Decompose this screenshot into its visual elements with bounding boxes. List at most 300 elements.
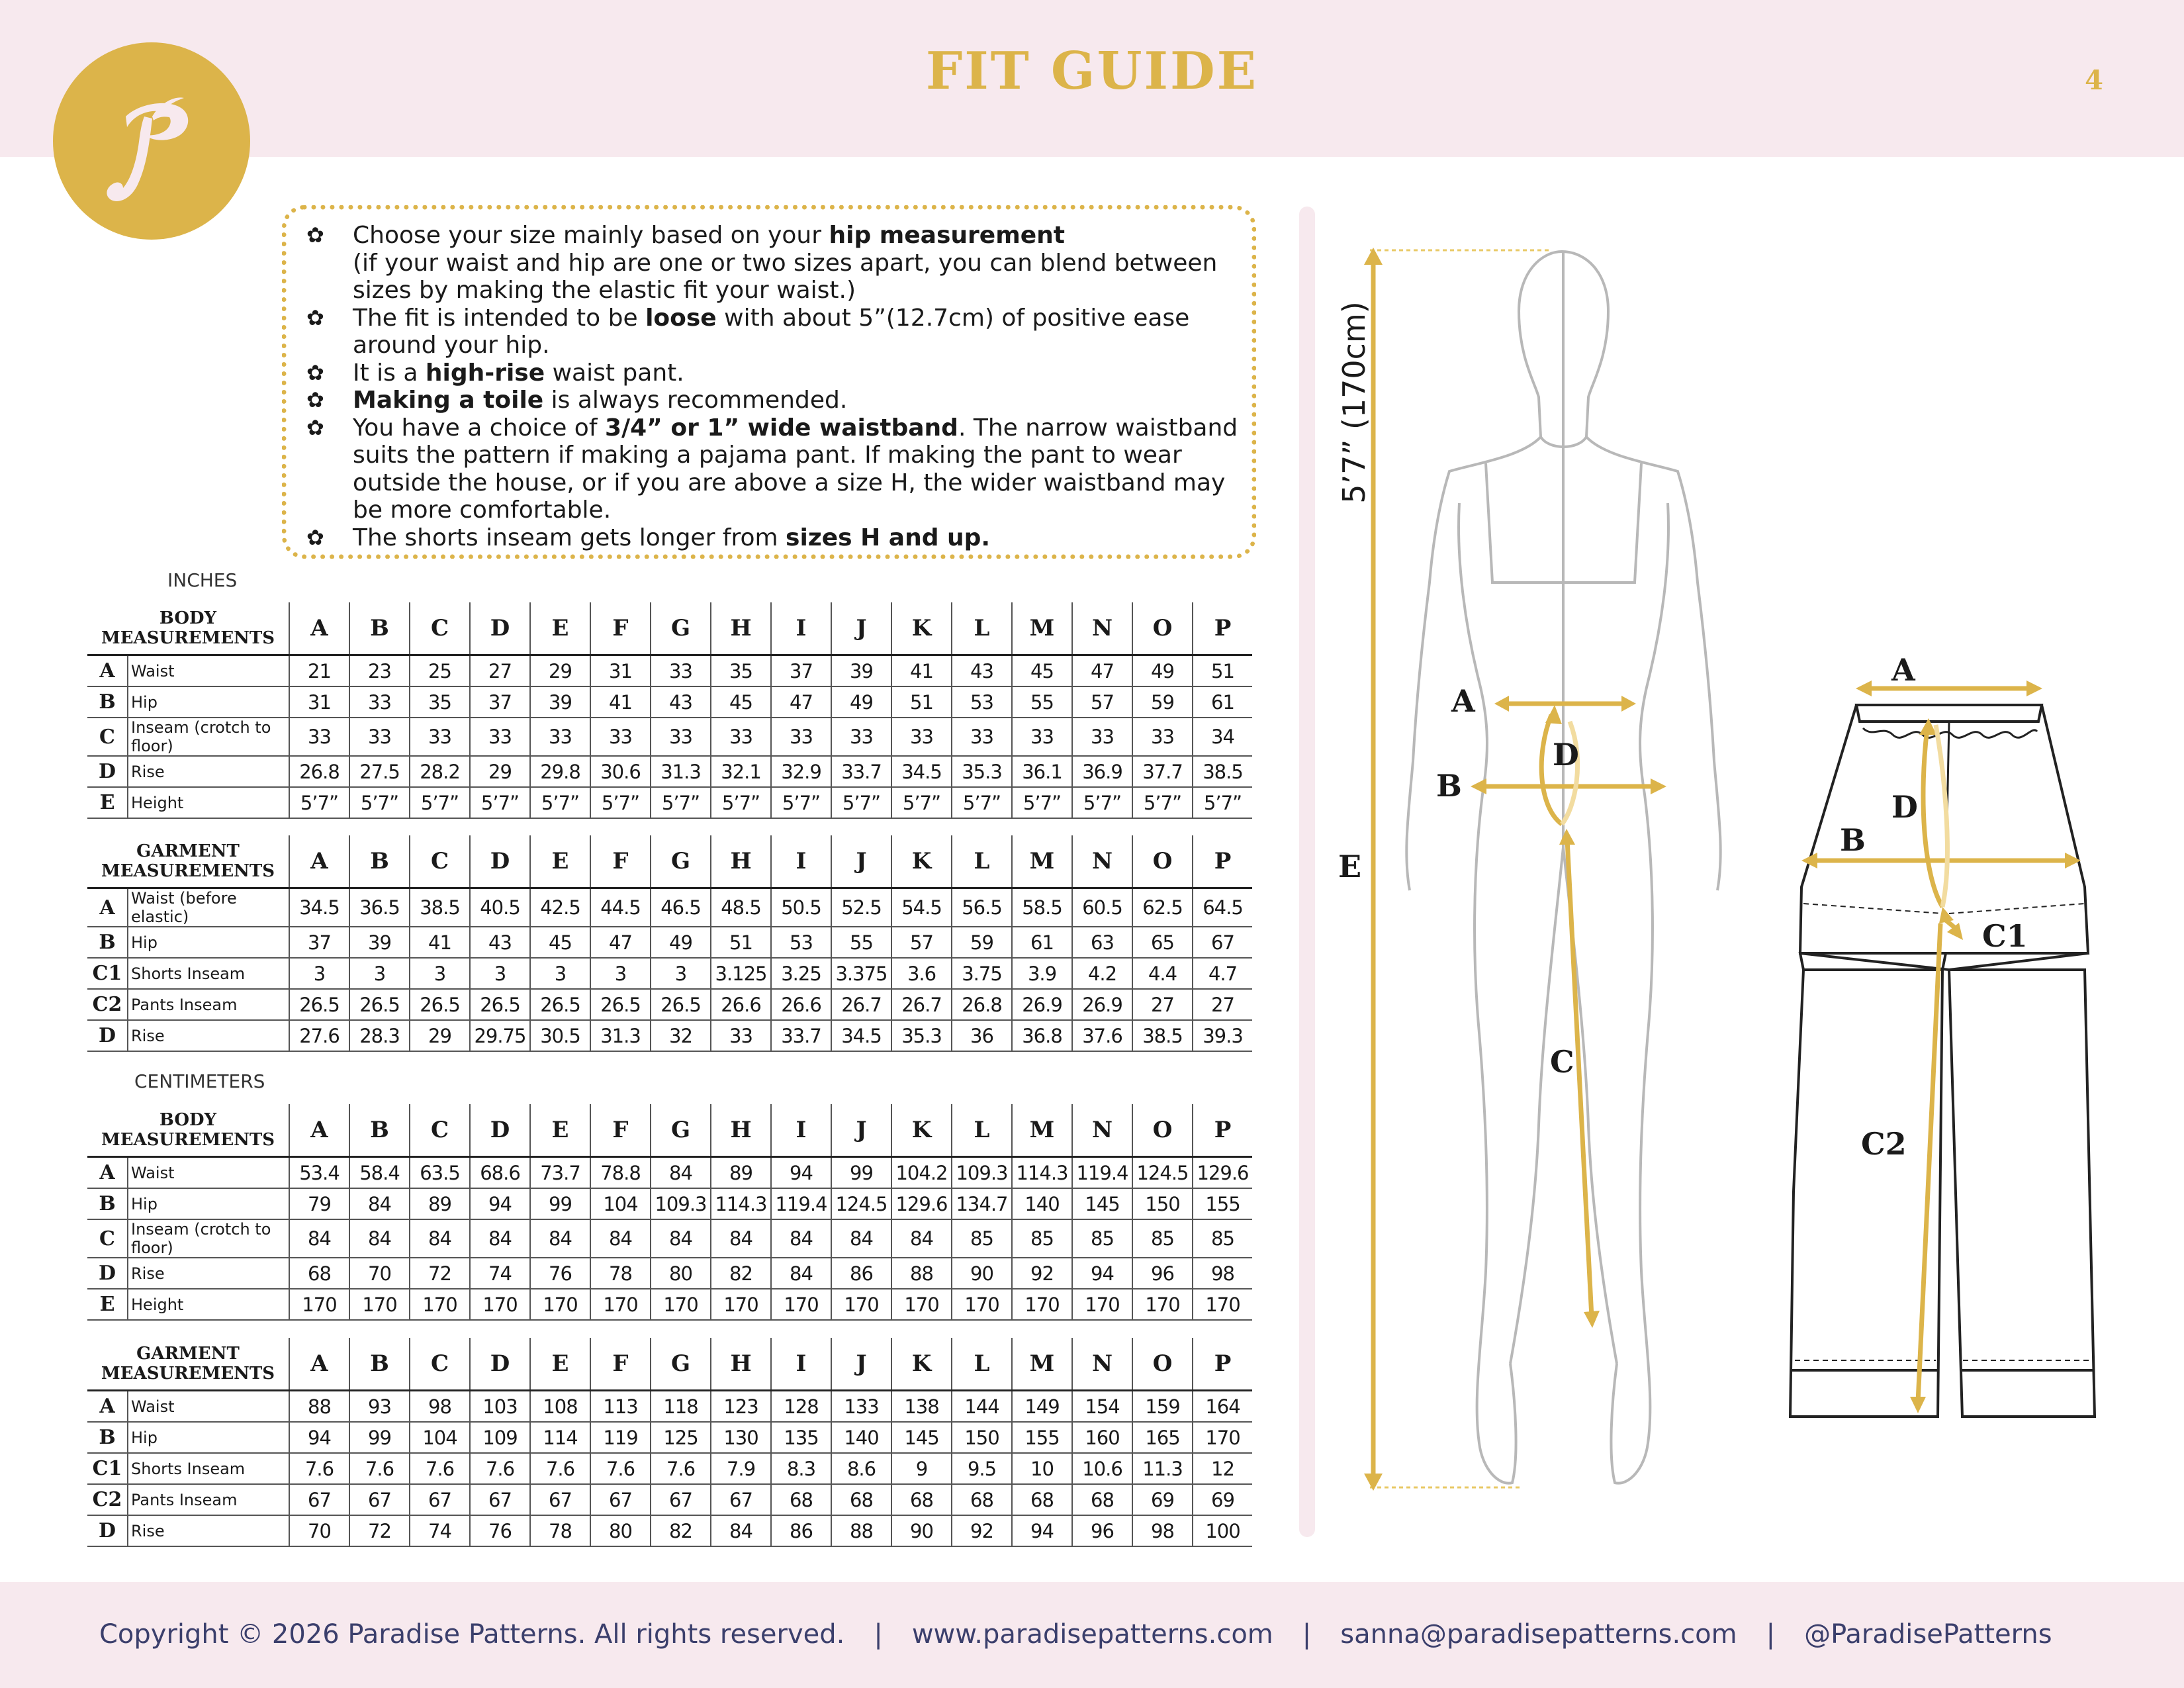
size-header: L xyxy=(952,1338,1012,1391)
table-cell: 4.7 xyxy=(1193,958,1252,989)
table-cell: 47 xyxy=(771,686,831,718)
measurement-label: Rise xyxy=(128,1020,289,1051)
size-header: I xyxy=(771,602,831,655)
measurement-key: C xyxy=(87,1219,128,1258)
table-heading: GARMENT MEASUREMENTS xyxy=(87,1338,289,1391)
tip-emphasis: 3/4” or 1” wide waistband xyxy=(604,414,958,442)
size-header: F xyxy=(590,602,651,655)
table-cell: 5’7” xyxy=(530,787,590,818)
table-cell: 67 xyxy=(590,1484,651,1515)
table-cell: 5’7” xyxy=(891,787,952,818)
table-cell: 9 xyxy=(891,1453,952,1484)
table-cell: 45 xyxy=(1012,655,1072,687)
table-cell: 170 xyxy=(1193,1422,1252,1453)
table-cell: 140 xyxy=(831,1422,891,1453)
table-cell: 69 xyxy=(1193,1484,1252,1515)
table-cell: 144 xyxy=(952,1391,1012,1423)
tip-emphasis: hip measurement xyxy=(829,222,1065,249)
table-cell: 149 xyxy=(1012,1391,1072,1423)
table-cell: 3.6 xyxy=(891,958,952,989)
table-cell: 27.6 xyxy=(289,1020,349,1051)
size-header: G xyxy=(651,1338,711,1391)
table-cell: 51 xyxy=(1193,655,1252,687)
table-cell: 68 xyxy=(289,1258,349,1289)
table-cell: 33.7 xyxy=(771,1020,831,1051)
table-cell: 60.5 xyxy=(1072,888,1132,927)
table-cell: 7.6 xyxy=(289,1453,349,1484)
measurement-key: B xyxy=(87,927,128,958)
table-cell: 30.5 xyxy=(530,1020,590,1051)
table-cell: 54.5 xyxy=(891,888,952,927)
size-header: A xyxy=(289,1104,349,1157)
size-header: D xyxy=(470,1338,530,1391)
size-header: J xyxy=(831,835,891,888)
table-cell: 3.75 xyxy=(952,958,1012,989)
measurement-key: C1 xyxy=(87,958,128,989)
table-cell: 3 xyxy=(410,958,470,989)
table-cell: 37 xyxy=(470,686,530,718)
table-cell: 39 xyxy=(530,686,590,718)
centimeters-label: CENTIMETERS xyxy=(134,1070,265,1092)
measurement-key: B xyxy=(87,686,128,718)
table-cell: 3 xyxy=(530,958,590,989)
table-cell: 89 xyxy=(410,1188,470,1219)
table-cell: 84 xyxy=(651,1157,711,1189)
table-cell: 49 xyxy=(1132,655,1193,687)
table-cell: 5’7” xyxy=(289,787,349,818)
measurement-label: Waist xyxy=(128,1391,289,1423)
table-cell: 7.9 xyxy=(711,1453,771,1484)
size-header: N xyxy=(1072,602,1132,655)
table-cell: 64.5 xyxy=(1193,888,1252,927)
table-cell: 33 xyxy=(1012,718,1072,756)
table-cell: 84 xyxy=(349,1188,410,1219)
table-cell: 70 xyxy=(349,1258,410,1289)
measurement-key: B xyxy=(87,1422,128,1453)
table-cell: 35.3 xyxy=(952,756,1012,787)
table-cell: 46.5 xyxy=(651,888,711,927)
table-cell: 33 xyxy=(711,718,771,756)
table-cell: 82 xyxy=(651,1515,711,1546)
table-cell: 58.4 xyxy=(349,1157,410,1189)
table-cell: 170 xyxy=(470,1289,530,1320)
table-cell: 138 xyxy=(891,1391,952,1423)
table-cell: 84 xyxy=(771,1219,831,1258)
table-cell: 26.6 xyxy=(711,989,771,1020)
table-cell: 26.6 xyxy=(771,989,831,1020)
table-cell: 35 xyxy=(711,655,771,687)
table-cell: 67 xyxy=(651,1484,711,1515)
size-header: H xyxy=(711,1338,771,1391)
measurement-label: Shorts Inseam xyxy=(128,958,289,989)
table-cell: 47 xyxy=(1072,655,1132,687)
table-cell: 59 xyxy=(952,927,1012,958)
size-header: J xyxy=(831,1104,891,1157)
table-cell: 27.5 xyxy=(349,756,410,787)
table-cell: 4.2 xyxy=(1072,958,1132,989)
table-cell: 145 xyxy=(1072,1188,1132,1219)
table-cell: 26.5 xyxy=(651,989,711,1020)
table-cell: 85 xyxy=(952,1219,1012,1258)
size-header: J xyxy=(831,1338,891,1391)
table-cell: 5’7” xyxy=(952,787,1012,818)
table-cell: 31 xyxy=(289,686,349,718)
label-d-body: D xyxy=(1553,737,1579,773)
label-b-body: B xyxy=(1436,768,1462,804)
table-cell: 37 xyxy=(771,655,831,687)
measurement-label: Hip xyxy=(128,1422,289,1453)
table-cell: 38.5 xyxy=(1193,756,1252,787)
table-cell: 67 xyxy=(1193,927,1252,958)
table-cell: 5’7” xyxy=(1193,787,1252,818)
table-cell: 99 xyxy=(349,1422,410,1453)
flower-bullet-icon: ✿ xyxy=(306,387,324,412)
table-cell: 145 xyxy=(891,1422,952,1453)
table-cell: 84 xyxy=(590,1219,651,1258)
table-cell: 67 xyxy=(349,1484,410,1515)
table-cell: 12 xyxy=(1193,1453,1252,1484)
table-cell: 82 xyxy=(711,1258,771,1289)
table-cell: 3 xyxy=(590,958,651,989)
table-cell: 3.9 xyxy=(1012,958,1072,989)
table-cell: 84 xyxy=(410,1219,470,1258)
table-cell: 62.5 xyxy=(1132,888,1193,927)
table-cell: 170 xyxy=(831,1289,891,1320)
table-cell: 3.375 xyxy=(831,958,891,989)
table-cell: 34 xyxy=(1193,718,1252,756)
table-cell: 3.125 xyxy=(711,958,771,989)
height-label: 5’7” (170cm) xyxy=(1336,301,1372,504)
table-cell: 98 xyxy=(1132,1515,1193,1546)
table-cell: 98 xyxy=(410,1391,470,1423)
table-cell: 26.5 xyxy=(289,989,349,1020)
table-cell: 39 xyxy=(831,655,891,687)
table-cell: 36.1 xyxy=(1012,756,1072,787)
table-cell: 34.5 xyxy=(831,1020,891,1051)
size-header: O xyxy=(1132,602,1193,655)
table-cell: 104.2 xyxy=(891,1157,952,1189)
page-title: FIT GUIDE xyxy=(925,41,1259,101)
footer-email-link[interactable]: sanna@paradisepatterns.com xyxy=(1340,1619,1737,1650)
table-cell: 33 xyxy=(410,718,470,756)
table-cell: 51 xyxy=(711,927,771,958)
table-cell: 170 xyxy=(651,1289,711,1320)
tip-text: is always recommended. xyxy=(543,387,848,414)
tip-text: The shorts inseam gets longer from xyxy=(353,524,786,551)
table-cell: 36.9 xyxy=(1072,756,1132,787)
table-cell: 170 xyxy=(952,1289,1012,1320)
table-cell: 84 xyxy=(711,1219,771,1258)
table-cell: 33 xyxy=(952,718,1012,756)
label-b-pants: B xyxy=(1840,822,1866,858)
table-cell: 99 xyxy=(530,1188,590,1219)
table-cell: 80 xyxy=(590,1515,651,1546)
table-cell: 43 xyxy=(651,686,711,718)
measurement-key: C2 xyxy=(87,1484,128,1515)
measurement-label: Hip xyxy=(128,686,289,718)
table-cell: 72 xyxy=(349,1515,410,1546)
table-cell: 68 xyxy=(771,1484,831,1515)
footer-website-link[interactable]: www.paradisepatterns.com xyxy=(911,1619,1273,1650)
measurement-key: D xyxy=(87,1020,128,1051)
table-cell: 94 xyxy=(289,1422,349,1453)
table-cell: 94 xyxy=(771,1157,831,1189)
table-cell: 25 xyxy=(410,655,470,687)
size-header: E xyxy=(530,602,590,655)
table-cell: 68 xyxy=(1072,1484,1132,1515)
table-cell: 133 xyxy=(831,1391,891,1423)
table-cell: 33 xyxy=(349,686,410,718)
table-cell: 8.6 xyxy=(831,1453,891,1484)
table-cell: 26.5 xyxy=(410,989,470,1020)
table-cell: 89 xyxy=(711,1157,771,1189)
table-cell: 40.5 xyxy=(470,888,530,927)
table-cell: 134.7 xyxy=(952,1188,1012,1219)
table-cell: 5’7” xyxy=(590,787,651,818)
table-cell: 90 xyxy=(891,1515,952,1546)
table-cell: 55 xyxy=(831,927,891,958)
table-cell: 3 xyxy=(289,958,349,989)
table-cell: 34.5 xyxy=(891,756,952,787)
size-header: M xyxy=(1012,1104,1072,1157)
table-cell: 8.3 xyxy=(771,1453,831,1484)
size-header: M xyxy=(1012,1338,1072,1391)
size-header: L xyxy=(952,1104,1012,1157)
table-cell: 68 xyxy=(831,1484,891,1515)
size-header: N xyxy=(1072,1104,1132,1157)
measurement-key: C xyxy=(87,718,128,756)
table-cell: 80 xyxy=(651,1258,711,1289)
table-cell: 5’7” xyxy=(1012,787,1072,818)
pants-flat xyxy=(1790,705,2095,1417)
table-cell: 150 xyxy=(952,1422,1012,1453)
size-header: B xyxy=(349,602,410,655)
table-cell: 5’7” xyxy=(651,787,711,818)
label-c-body: C xyxy=(1550,1044,1574,1080)
table-cell: 170 xyxy=(530,1289,590,1320)
table-cell: 28.3 xyxy=(349,1020,410,1051)
table-cell: 57 xyxy=(891,927,952,958)
table-cell: 94 xyxy=(1012,1515,1072,1546)
body-measure-arrows xyxy=(1471,696,1666,1328)
size-header: L xyxy=(952,835,1012,888)
table-cell: 11.3 xyxy=(1132,1453,1193,1484)
table-cell: 84 xyxy=(831,1219,891,1258)
table-cell: 68.6 xyxy=(470,1157,530,1189)
table-cell: 86 xyxy=(771,1515,831,1546)
table-cell: 29.8 xyxy=(530,756,590,787)
table-cell: 37 xyxy=(289,927,349,958)
table-cell: 5’7” xyxy=(349,787,410,818)
table-cell: 37.7 xyxy=(1132,756,1193,787)
table-cell: 94 xyxy=(1072,1258,1132,1289)
flower-bullet-icon: ✿ xyxy=(306,359,324,385)
size-header: C xyxy=(410,1338,470,1391)
size-header: I xyxy=(771,1338,831,1391)
table-cell: 170 xyxy=(711,1289,771,1320)
table-cell: 93 xyxy=(349,1391,410,1423)
table-cell: 129.6 xyxy=(1193,1157,1252,1189)
table-cell: 85 xyxy=(1132,1219,1193,1258)
table-cell: 41 xyxy=(410,927,470,958)
table-cell: 68 xyxy=(891,1484,952,1515)
measurement-label: Inseam (crotch to floor) xyxy=(128,718,289,756)
table-cell: 26.5 xyxy=(349,989,410,1020)
table-cell: 7.6 xyxy=(349,1453,410,1484)
table-cell: 7.6 xyxy=(590,1453,651,1484)
table-cell: 59 xyxy=(1132,686,1193,718)
size-header: K xyxy=(891,1104,952,1157)
size-header: I xyxy=(771,1104,831,1157)
tip-text: Choose your size mainly based on your xyxy=(353,222,829,249)
table-cell: 170 xyxy=(1132,1289,1193,1320)
measurement-label: Waist xyxy=(128,655,289,687)
table-cell: 170 xyxy=(410,1289,470,1320)
table-heading: GARMENT MEASUREMENTS xyxy=(87,835,289,888)
table-cell: 63.5 xyxy=(410,1157,470,1189)
table-cell: 53 xyxy=(771,927,831,958)
table-cell: 100 xyxy=(1193,1515,1252,1546)
size-header: H xyxy=(711,835,771,888)
footer-separator: | xyxy=(1766,1619,1776,1650)
table-cell: 5’7” xyxy=(771,787,831,818)
table-cell: 88 xyxy=(831,1515,891,1546)
table-cell: 114 xyxy=(530,1422,590,1453)
table-heading: BODY MEASUREMENTS xyxy=(87,1104,289,1157)
table-cell: 63 xyxy=(1072,927,1132,958)
tip-text: You have a choice of xyxy=(353,414,605,442)
table-cell: 39 xyxy=(349,927,410,958)
table-cell: 45 xyxy=(530,927,590,958)
measurement-label: Rise xyxy=(128,1258,289,1289)
measurement-label: Hip xyxy=(128,927,289,958)
measurement-key: D xyxy=(87,1515,128,1546)
table-cell: 53 xyxy=(952,686,1012,718)
table-cell: 26.5 xyxy=(590,989,651,1020)
table-cell: 67 xyxy=(711,1484,771,1515)
table-cell: 53.4 xyxy=(289,1157,349,1189)
tip-text: It is a xyxy=(353,359,426,387)
table-cell: 49 xyxy=(831,686,891,718)
table-cell: 49 xyxy=(651,927,711,958)
table-cell: 3.25 xyxy=(771,958,831,989)
measurement-key: C1 xyxy=(87,1453,128,1484)
table-cell: 128 xyxy=(771,1391,831,1423)
size-header: E xyxy=(530,1338,590,1391)
table-cell: 9.5 xyxy=(952,1453,1012,1484)
label-c1-pants: C1 xyxy=(1982,918,2028,954)
table-cell: 5’7” xyxy=(831,787,891,818)
table-cell: 73.7 xyxy=(530,1157,590,1189)
table-cell: 21 xyxy=(289,655,349,687)
table-cell: 114.3 xyxy=(1012,1157,1072,1189)
measurement-key: A xyxy=(87,1157,128,1189)
table-cell: 164 xyxy=(1193,1391,1252,1423)
size-header: F xyxy=(590,835,651,888)
table-cell: 33 xyxy=(771,718,831,756)
table-cell: 70 xyxy=(289,1515,349,1546)
table-cell: 140 xyxy=(1012,1188,1072,1219)
size-header: F xyxy=(590,1104,651,1157)
table-cell: 84 xyxy=(470,1219,530,1258)
table-cell: 119.4 xyxy=(771,1188,831,1219)
measurement-key: B xyxy=(87,1188,128,1219)
table-cell: 32 xyxy=(651,1020,711,1051)
measurement-key: C2 xyxy=(87,989,128,1020)
table-cell: 170 xyxy=(590,1289,651,1320)
table-cell: 27 xyxy=(470,655,530,687)
measurement-key: A xyxy=(87,1391,128,1423)
table-cell: 3 xyxy=(349,958,410,989)
table-cell: 86 xyxy=(831,1258,891,1289)
table-cell: 79 xyxy=(289,1188,349,1219)
size-header: N xyxy=(1072,1338,1132,1391)
table-cell: 51 xyxy=(891,686,952,718)
table-cell: 84 xyxy=(771,1258,831,1289)
size-header: G xyxy=(651,602,711,655)
flower-bullet-icon: ✿ xyxy=(306,414,324,440)
table-cell: 33 xyxy=(651,718,711,756)
table-cell: 67 xyxy=(410,1484,470,1515)
table-cell: 92 xyxy=(1012,1258,1072,1289)
size-header: K xyxy=(891,1338,952,1391)
table-cell: 125 xyxy=(651,1422,711,1453)
table-cell: 119.4 xyxy=(1072,1157,1132,1189)
measurement-label: Rise xyxy=(128,1515,289,1546)
measurement-label: Inseam (crotch to floor) xyxy=(128,1219,289,1258)
table-cell: 129.6 xyxy=(891,1188,952,1219)
table-cell: 55 xyxy=(1012,686,1072,718)
size-header: D xyxy=(470,602,530,655)
table-heading: BODY MEASUREMENTS xyxy=(87,602,289,655)
size-header: E xyxy=(530,835,590,888)
table-cell: 58.5 xyxy=(1012,888,1072,927)
size-header: C xyxy=(410,835,470,888)
table-cell: 99 xyxy=(831,1157,891,1189)
table-cell: 159 xyxy=(1132,1391,1193,1423)
table-cell: 33 xyxy=(651,655,711,687)
table-cell: 78 xyxy=(590,1258,651,1289)
table-cell: 29.75 xyxy=(470,1020,530,1051)
table-cell: 36 xyxy=(952,1020,1012,1051)
table-cell: 76 xyxy=(470,1515,530,1546)
table-cell: 27 xyxy=(1132,989,1193,1020)
page-number: 4 xyxy=(2085,65,2103,96)
table-cell: 33 xyxy=(1132,718,1193,756)
measurement-key: A xyxy=(87,888,128,927)
table-cell: 5’7” xyxy=(470,787,530,818)
table-cell: 84 xyxy=(651,1219,711,1258)
table-cell: 96 xyxy=(1132,1258,1193,1289)
table-cell: 154 xyxy=(1072,1391,1132,1423)
table-cell: 69 xyxy=(1132,1484,1193,1515)
measurement-label: Pants Inseam xyxy=(128,1484,289,1515)
size-header: D xyxy=(470,835,530,888)
size-header: A xyxy=(289,1338,349,1391)
table-cell: 98 xyxy=(1193,1258,1252,1289)
tip-emphasis: sizes H and up. xyxy=(786,524,991,551)
flower-bullet-icon: ✿ xyxy=(306,222,324,248)
table-cell: 170 xyxy=(771,1289,831,1320)
table-cell: 3 xyxy=(651,958,711,989)
flower-bullet-icon: ✿ xyxy=(306,524,324,550)
footer-handle-link[interactable]: @ParadisePatterns xyxy=(1804,1619,2052,1650)
table-cell: 84 xyxy=(530,1219,590,1258)
table-cell: 38.5 xyxy=(410,888,470,927)
table-cell: 170 xyxy=(1072,1289,1132,1320)
tip-emphasis: loose xyxy=(645,304,717,332)
table-cell: 84 xyxy=(349,1219,410,1258)
